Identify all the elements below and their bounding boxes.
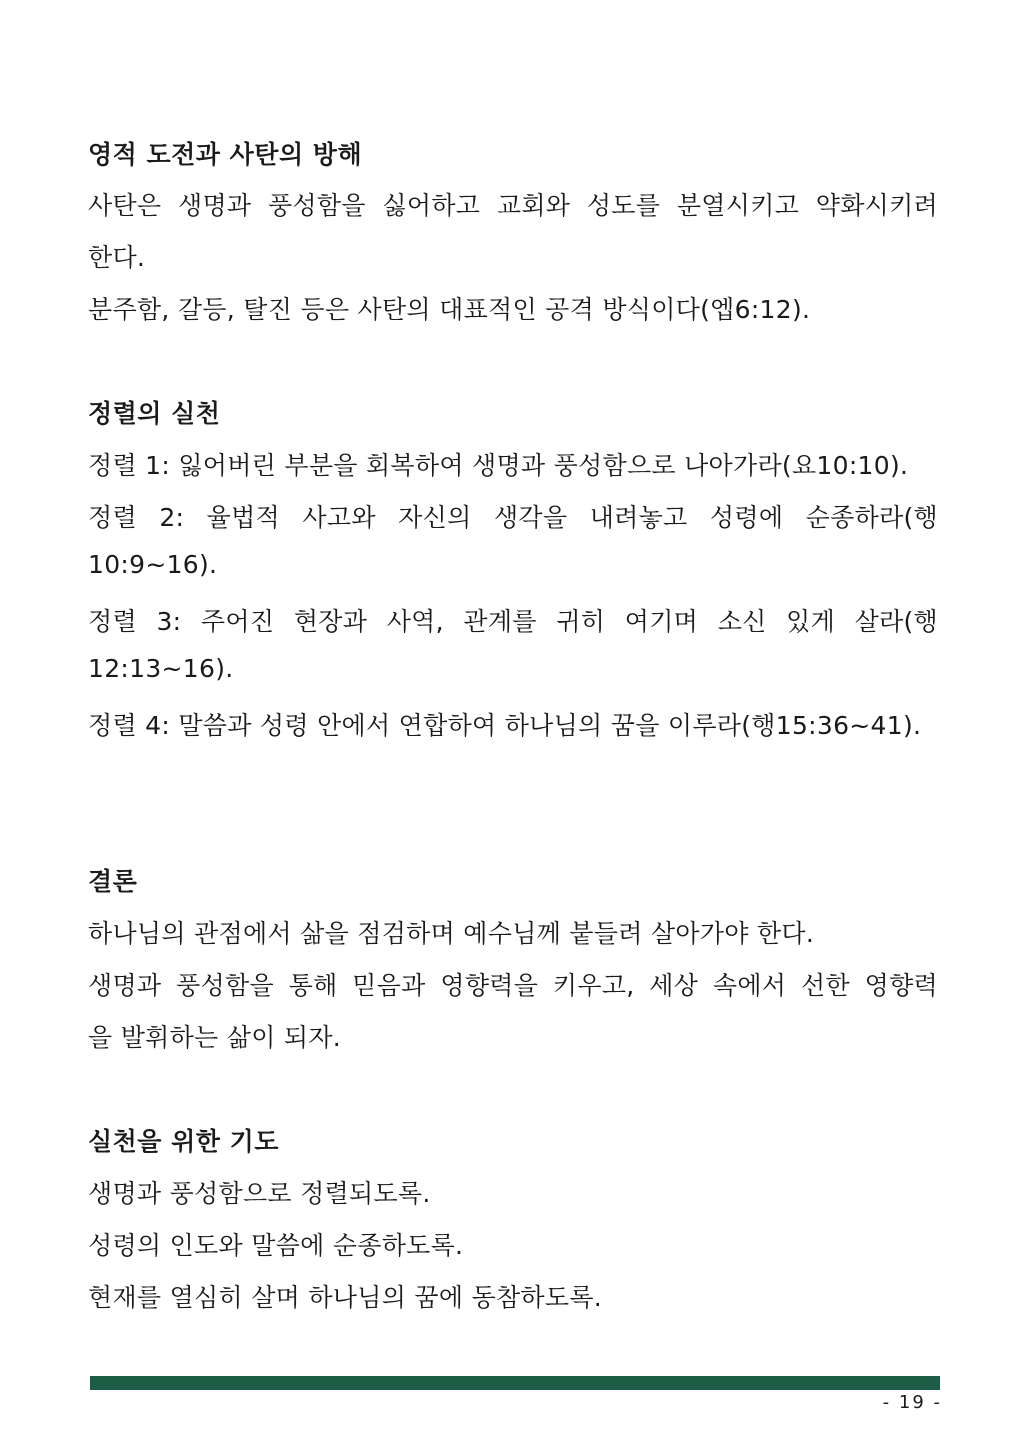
paragraph-line: 정렬 1: 잃어버린 부분을 회복하여 생명과 풍성함으로 나아가라(요10:10). (88, 451, 909, 480)
footer-bar (90, 1376, 940, 1390)
paragraph-line: 현재를 열심히 살며 하나님의 꿈에 동참하도록. (88, 1283, 603, 1312)
paragraph-line: 정렬 3: 주어진 현장과 사역, 관계를 귀히 여기며 소신 있게 살라(행 (88, 607, 938, 636)
paragraph-line: 한다. (88, 243, 146, 272)
paragraph-line: 성령의 인도와 말씀에 순종하도록. (88, 1231, 464, 1260)
paragraph-line: 정렬 4: 말씀과 성령 안에서 연합하여 하나님의 꿈을 이루라(행15:36~41). (88, 711, 922, 740)
paragraph-line: 을 발휘하는 삶이 되자. (88, 1023, 342, 1052)
paragraph-line: 생명과 풍성함을 통해 믿음과 영향력을 키우고, 세상 속에서 선한 영향력 (88, 971, 938, 1000)
page-number: - 19 - (882, 1392, 942, 1413)
section-heading-conclusion: 결론 (88, 867, 138, 896)
paragraph-line: 하나님의 관점에서 삶을 점검하며 예수님께 붙들려 살아가야 한다. (88, 919, 815, 948)
paragraph-line: 생명과 풍성함으로 정렬되도록. (88, 1179, 431, 1208)
paragraph-line: 분주함, 갈등, 탈진 등은 사탄의 대표적인 공격 방식이다(엡6:12). (88, 295, 811, 324)
paragraph-line: 사탄은 생명과 풍성함을 싫어하고 교회와 성도를 분열시키고 약화시키려 (88, 191, 938, 220)
paragraph-line: 12:13~16). (88, 654, 234, 683)
section-heading-spiritual-challenge: 영적 도전과 사탄의 방해 (88, 140, 363, 169)
paragraph-line: 정렬 2: 율법적 사고와 자신의 생각을 내려놓고 성령에 순종하라(행 (88, 503, 938, 532)
section-heading-prayer: 실천을 위한 기도 (88, 1127, 279, 1156)
section-heading-alignment-practice: 정렬의 실천 (88, 399, 221, 428)
paragraph-line: 10:9~16). (88, 550, 218, 579)
